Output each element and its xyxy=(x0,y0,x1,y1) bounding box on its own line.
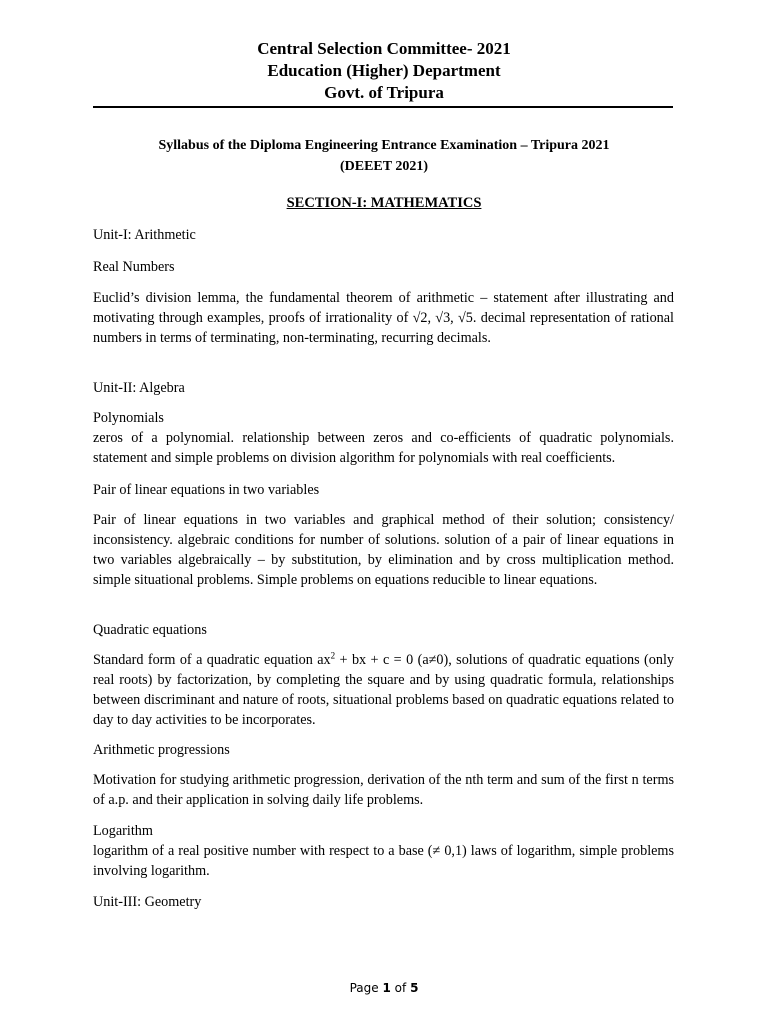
header-divider xyxy=(93,106,673,108)
header-government: Govt. of Tripura xyxy=(324,83,444,102)
page-current: 1 xyxy=(382,981,391,995)
real-numbers-title: Real Numbers xyxy=(93,259,175,275)
real-numbers-body: Euclid’s division lemma, the fundamental theorem of arithmetic – statement after illustrating and motivating through examples, proofs of irrationality of √2, √3, √5. decimal representation of rational numbers in terms of terminating, non-terminating, recurring decimals. xyxy=(93,290,674,346)
quadratic-body-rest: + bx + c = 0 (a≠0), solutions of quadratic equations (only real roots) by factorization, by completing the square and by using quadratic formula, relationships between discriminant and nature of roots, situational problems based on quadratic equations related to day to day activities to be incorporates. xyxy=(93,652,674,728)
arithmetic-progressions-body: Motivation for studying arithmetic progression, derivation of the nth term and sum of the first n terms of a.p. and their application in solving daily life problems. xyxy=(93,772,674,808)
page-of-label: of xyxy=(394,981,407,995)
unit-1-heading: Unit-I: Arithmetic xyxy=(93,227,196,243)
unit-2-heading: Unit-II: Algebra xyxy=(93,380,185,396)
header-committee: Central Selection Committee- 2021 xyxy=(257,39,511,58)
syllabus-title: Syllabus of the Diploma Engineering Entrance Examination – Tripura 2021 xyxy=(158,138,610,153)
quadratic-body xyxy=(93,650,674,730)
header-department: Education (Higher) Department xyxy=(267,61,501,80)
unit-3-heading: Unit-III: Geometry xyxy=(93,894,202,910)
quadratic-body-start: Standard form of a quadratic equation ax xyxy=(93,652,331,668)
polynomials-body: zeros of a polynomial. relationship between zeros and co-efficients of quadratic polynomials. statement and simple problems on division algorithm for polynomials with real coefficients. xyxy=(93,430,674,466)
polynomials-title: Polynomials xyxy=(93,410,164,426)
logarithm-body: logarithm of a real positive number with respect to a base (≠ 0,1) laws of logarithm, simple problems involving logarithm. xyxy=(93,843,674,879)
arithmetic-progressions-title: Arithmetic progressions xyxy=(93,742,230,758)
section-heading: SECTION-I: MATHEMATICS xyxy=(286,195,482,211)
page-number xyxy=(0,981,768,995)
page-total: 5 xyxy=(410,981,419,995)
exam-code: (DEEET 2021) xyxy=(339,159,429,174)
linear-equations-title: Pair of linear equations in two variables xyxy=(93,482,320,498)
logarithm-title: Logarithm xyxy=(93,823,153,839)
page-label: Page xyxy=(349,981,379,995)
quadratic-title: Quadratic equations xyxy=(93,622,207,638)
linear-equations-body: Pair of linear equations in two variables and graphical method of their solution; consistency/ inconsistency. algebraic conditions for number of solutions. solution of a pair of linear equations in two variables algebraically – by substitution, by elimination and by cross multiplication method. simple situational problems. Simple problems on equations reducible to linear equations. xyxy=(93,512,674,588)
quadratic-exponent: 2 xyxy=(330,650,336,661)
